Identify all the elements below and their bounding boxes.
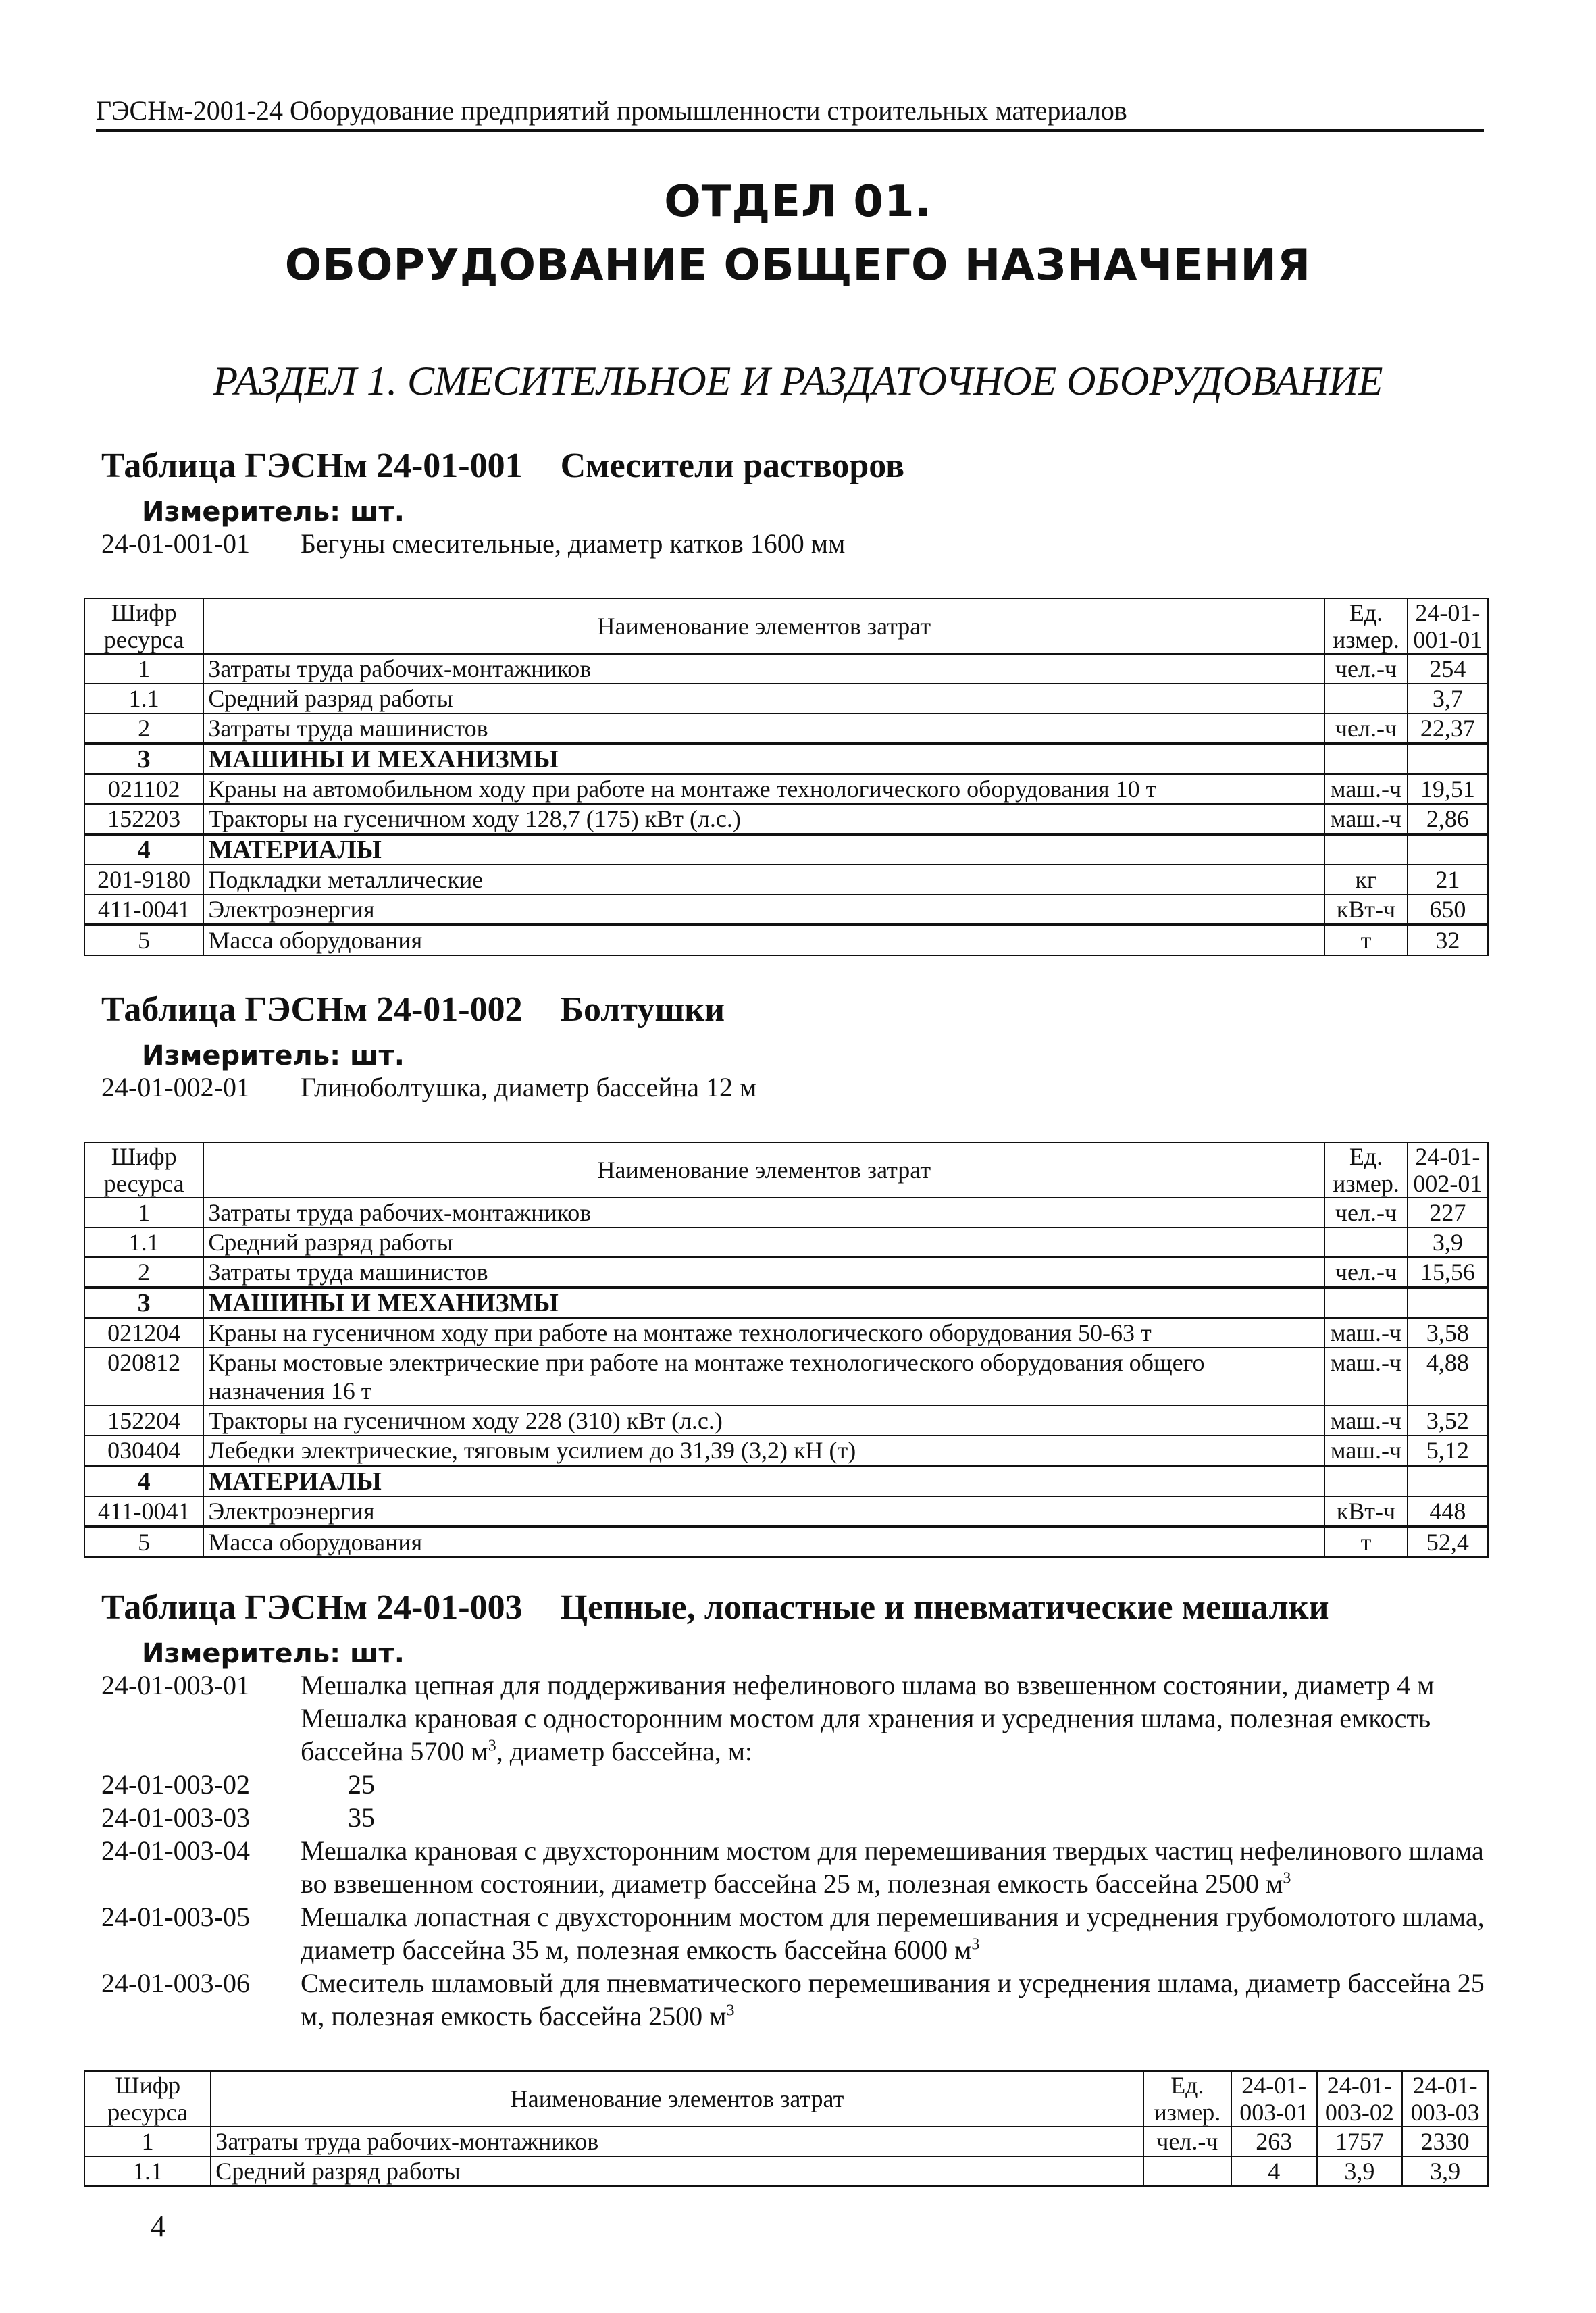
cell-code: 2: [84, 713, 203, 744]
section-title: РАЗДЕЛ 1. СМЕСИТЕЛЬНОЕ И РАЗДАТОЧНОЕ ОБОРУДОВАНИЕ: [213, 359, 1383, 403]
cell-name: Средний разряд работы: [203, 1227, 1324, 1257]
position-text: Мешалка крановая с односторонним мостом для хранения и усреднения шлама, полезная емкость бассейна 5700 м: [301, 1703, 1431, 1766]
cell-value: 448: [1408, 1496, 1488, 1527]
cell-unit: чел.-ч: [1324, 1198, 1407, 1227]
department-number: ОТДЕЛ 01.: [664, 177, 932, 227]
table-row: [84, 1527, 1488, 1557]
header-name: Наименование элементов затрат: [203, 1142, 1324, 1198]
cell-unit: [1324, 1227, 1407, 1257]
header-column: [1231, 2071, 1317, 2127]
cost-table: [84, 2070, 1489, 2187]
table-row: [84, 1435, 1488, 1466]
header-unit: [1143, 2071, 1231, 2127]
cell-unit: чел.-ч: [1324, 1257, 1407, 1288]
position-entry: [101, 527, 1493, 560]
superscript: 3: [488, 1737, 496, 1755]
cell-unit: маш.-ч: [1324, 774, 1407, 804]
cell-value: 1757: [1317, 2127, 1403, 2156]
header-unit-line1: Ед.: [1349, 599, 1383, 626]
cell-unit: кВт-ч: [1324, 1496, 1407, 1527]
cell-value: 3,9: [1317, 2156, 1403, 2186]
cell-unit: [1143, 2156, 1231, 2186]
header-name: Наименование элементов затрат: [211, 2071, 1143, 2127]
table-row: [84, 865, 1488, 894]
table-group-row: [84, 834, 1488, 865]
position-code: 24-01-003-01: [101, 1670, 250, 1700]
superscript: 3: [1283, 1869, 1291, 1887]
table-row: [84, 1227, 1488, 1257]
header-column: [1408, 1142, 1488, 1198]
position-description: [301, 1071, 1493, 1104]
header-unit-line2: измер.: [1333, 1170, 1399, 1197]
position-code: 24-01-003-03: [101, 1802, 250, 1833]
cell-unit: т: [1324, 1527, 1407, 1557]
cell-unit: маш.-ч: [1324, 1348, 1407, 1406]
position-description: [301, 527, 1493, 560]
cell-code: 021102: [84, 774, 203, 804]
cell-unit: чел.-ч: [1324, 654, 1407, 684]
position-description: [301, 1669, 1493, 1702]
cell-value: 2,86: [1408, 804, 1488, 834]
table-row: [84, 1406, 1488, 1435]
cell-unit: кг: [1324, 865, 1407, 894]
header-column-line1: 24-01-: [1241, 2072, 1307, 2099]
table-row: [84, 894, 1488, 925]
cell-name: Затраты труда машинистов: [203, 1257, 1324, 1288]
cell-code: 020812: [84, 1348, 203, 1406]
table-title: [101, 990, 725, 1030]
position-text-tail: , диаметр бассейна, м:: [496, 1736, 753, 1766]
cell-code: 4: [84, 834, 203, 865]
header-column-line1: 24-01-: [1327, 2072, 1392, 2099]
table-group-row: [84, 1466, 1488, 1496]
header-column-line2: 003-03: [1410, 2099, 1480, 2126]
header-code-line2: ресурса: [107, 2099, 188, 2126]
cell-value: 227: [1408, 1198, 1488, 1227]
table-row: [84, 1348, 1488, 1406]
cell-name: Масса оборудования: [203, 925, 1324, 955]
cell-unit: чел.-ч: [1324, 713, 1407, 744]
cell-code: 1.1: [84, 1227, 203, 1257]
position-description: [348, 1801, 1493, 1834]
table-measure: Измеритель: шт.: [142, 1638, 405, 1669]
table-measure: Измеритель: шт.: [142, 1040, 405, 1071]
cell-code: 411-0041: [84, 894, 203, 925]
header-column-line1: 24-01-: [1415, 599, 1481, 626]
header-unit-line1: Ед.: [1349, 1143, 1383, 1170]
position-text: Глиноболтушка, диаметр бассейна 12 м: [301, 1072, 757, 1102]
position-code: 24-01-003-05: [101, 1902, 250, 1932]
table-row: [84, 2127, 1488, 2156]
running-header: ГЭСНм-2001-24 Оборудование предприятий промышленности строительных материалов: [96, 95, 1484, 132]
cell-name: Краны на гусеничном ходу при работе на монтаже технологического оборудования 50-63 т: [203, 1318, 1324, 1348]
cell-code: 5: [84, 1527, 203, 1557]
header-name: Наименование элементов затрат: [203, 599, 1324, 654]
cell-value: 3,52: [1408, 1406, 1488, 1435]
cell-value: 2330: [1402, 2127, 1488, 2156]
position-text: Смеситель шламовый для пневматического перемешивания и усреднения шлама, диаметр бассейна 25 м, полезная емкость бассейна 2500 м: [301, 1968, 1485, 2031]
header-code: [84, 1142, 203, 1198]
position-entry: [101, 1801, 1493, 1834]
cell-code: 5: [84, 925, 203, 955]
cell-value: 32: [1408, 925, 1488, 955]
cell-unit: кВт-ч: [1324, 894, 1407, 925]
cell-value: 254: [1408, 654, 1488, 684]
cell-code: 1.1: [84, 2156, 211, 2186]
position-entry: [101, 1669, 1493, 1702]
cell-name: Затраты труда рабочих-монтажников: [203, 1198, 1324, 1227]
cell-name: Подкладки металлические: [203, 865, 1324, 894]
cell-name: Тракторы на гусеничном ходу 128,7 (175) кВт (л.с.): [203, 804, 1324, 834]
position-text: Мешалка лопастная с двухсторонним мостом для перемешивания и усреднения грубомолотого шлама, диаметр бассейна 35 м, полезная емкость бассейна 6000 м: [301, 1902, 1485, 1965]
cell-unit: чел.-ч: [1143, 2127, 1231, 2156]
position-code: 24-01-002-01: [101, 1072, 250, 1102]
position-text: 35: [348, 1802, 375, 1833]
table-header-row: [84, 599, 1488, 654]
cell-value: 52,4: [1408, 1527, 1488, 1557]
position-description: [301, 1702, 1493, 1768]
cell-unit: [1324, 834, 1407, 865]
table-name: Цепные, лопастные и пневматические мешалки: [560, 1588, 1329, 1627]
cell-code: 411-0041: [84, 1496, 203, 1527]
cell-value: 650: [1408, 894, 1488, 925]
table-label: Таблица ГЭСНм 24-01-002: [101, 990, 523, 1029]
table-measure: Измеритель: шт.: [142, 497, 405, 528]
header-column: [1317, 2071, 1403, 2127]
header-code-line1: Шифр: [111, 599, 177, 626]
cell-unit: [1324, 1288, 1407, 1318]
header-unit-line1: Ед.: [1170, 2072, 1204, 2099]
cell-name: Затраты труда рабочих-монтажников: [211, 2127, 1143, 2156]
position-code: 24-01-001-01: [101, 528, 250, 559]
cost-table: [84, 598, 1489, 956]
cell-unit: [1324, 1466, 1407, 1496]
cell-code: 4: [84, 1466, 203, 1496]
cell-value: [1408, 1288, 1488, 1318]
header-unit: [1324, 599, 1407, 654]
header-unit: [1324, 1142, 1407, 1198]
cell-code: 3: [84, 1288, 203, 1318]
table-row: [84, 925, 1488, 955]
header-column-line2: 003-01: [1239, 2099, 1309, 2126]
cell-name: МАТЕРИАЛЫ: [203, 834, 1324, 865]
table-header-row: [84, 1142, 1488, 1198]
cell-code: 1: [84, 2127, 211, 2156]
cell-name: Затраты труда машинистов: [203, 713, 1324, 744]
cell-code: 1: [84, 1198, 203, 1227]
header-column-line2: 002-01: [1413, 1170, 1483, 1197]
position-entry: [101, 1768, 1493, 1801]
cell-name: МАШИНЫ И МЕХАНИЗМЫ: [203, 1288, 1324, 1318]
table-row: [84, 2156, 1488, 2186]
header-code: [84, 599, 203, 654]
header-code: [84, 2071, 211, 2127]
position-text: Мешалка крановая с двухсторонним мостом для перемешивания твердых частиц нефелинового шлама во взвешенном состоянии, диаметр бассейна 25 м, полезная емкость бассейна 2500 м: [301, 1835, 1484, 1899]
table-row: [84, 654, 1488, 684]
position-code: 24-01-003-02: [101, 1769, 250, 1800]
cell-name: Средний разряд работы: [211, 2156, 1143, 2186]
cell-code: 021204: [84, 1318, 203, 1348]
position-entry: [101, 1071, 1493, 1104]
table-group-row: [84, 1288, 1488, 1318]
cell-name: Краны на автомобильном ходу при работе на монтаже технологического оборудования 10 т: [203, 774, 1324, 804]
table-row: [84, 1257, 1488, 1288]
position-entry: [101, 1702, 1493, 1768]
cell-code: 1: [84, 654, 203, 684]
cell-value: [1408, 744, 1488, 774]
cost-table: [84, 1142, 1489, 1558]
cell-value: 3,9: [1408, 1227, 1488, 1257]
position-text: Мешалка цепная для поддерживания нефелинового шлама во взвешенном состоянии, диаметр 4 м: [301, 1670, 1435, 1700]
cell-unit: [1324, 744, 1407, 774]
cell-code: 152204: [84, 1406, 203, 1435]
cell-value: 21: [1408, 865, 1488, 894]
cell-value: 3,7: [1408, 684, 1488, 713]
position-text: Бегуны смесительные, диаметр катков 1600 мм: [301, 528, 846, 559]
header-unit-line2: измер.: [1333, 626, 1399, 653]
cell-unit: маш.-ч: [1324, 804, 1407, 834]
page-number: 4: [151, 2210, 165, 2243]
cell-value: 263: [1231, 2127, 1317, 2156]
position-description: [301, 1900, 1493, 1966]
cell-value: 4,88: [1408, 1348, 1488, 1406]
cell-value: 5,12: [1408, 1435, 1488, 1466]
department-title: ОБОРУДОВАНИЕ ОБЩЕГО НАЗНАЧЕНИЯ: [284, 240, 1312, 290]
cell-name: Тракторы на гусеничном ходу 228 (310) кВт (л.с.): [203, 1406, 1324, 1435]
table-row: [84, 684, 1488, 713]
cell-name: Затраты труда рабочих-монтажников: [203, 654, 1324, 684]
cell-value: 3,9: [1402, 2156, 1488, 2186]
table-group-row: [84, 744, 1488, 774]
cell-name: МАТЕРИАЛЫ: [203, 1466, 1324, 1496]
cell-name: МАШИНЫ И МЕХАНИЗМЫ: [203, 744, 1324, 774]
header-unit-line2: измер.: [1154, 2099, 1221, 2126]
table-row: [84, 1318, 1488, 1348]
table-title: [101, 1587, 1329, 1627]
position-description: [301, 1834, 1493, 1900]
cell-value: 19,51: [1408, 774, 1488, 804]
position-text: 25: [348, 1769, 375, 1800]
cell-value: 15,56: [1408, 1257, 1488, 1288]
position-description: [301, 1966, 1493, 2033]
position-entry: [101, 1834, 1493, 1900]
header-column: [1408, 599, 1488, 654]
cell-name: Краны мостовые электрические при работе на монтаже технологического оборудования общего назначения 16 т: [203, 1348, 1324, 1406]
header-column-line1: 24-01-: [1412, 2072, 1478, 2099]
cell-value: [1408, 834, 1488, 865]
table-row: [84, 774, 1488, 804]
cell-unit: маш.-ч: [1324, 1406, 1407, 1435]
position-description: [348, 1768, 1493, 1801]
table-header-row: [84, 2071, 1488, 2127]
header-code-line2: ресурса: [103, 626, 184, 653]
cell-name: Электроэнергия: [203, 894, 1324, 925]
header-code-line2: ресурса: [103, 1170, 184, 1197]
position-entry: [101, 1900, 1493, 1966]
table-row: [84, 713, 1488, 744]
cell-name: Средний разряд работы: [203, 684, 1324, 713]
cell-unit: маш.-ч: [1324, 1318, 1407, 1348]
table-row: [84, 804, 1488, 834]
table-label: Таблица ГЭСНм 24-01-003: [101, 1588, 523, 1627]
superscript: 3: [971, 1935, 980, 1954]
cell-code: 1.1: [84, 684, 203, 713]
cell-code: 201-9180: [84, 865, 203, 894]
header-column: [1402, 2071, 1488, 2127]
table-label: Таблица ГЭСНм 24-01-001: [101, 447, 523, 485]
position-entry: [101, 1966, 1493, 2033]
cell-name: Масса оборудования: [203, 1527, 1324, 1557]
position-code: 24-01-003-06: [101, 1968, 250, 1998]
cell-value: 4: [1231, 2156, 1317, 2186]
cell-code: 030404: [84, 1435, 203, 1466]
header-column-line2: 001-01: [1413, 626, 1483, 653]
cell-code: 2: [84, 1257, 203, 1288]
superscript: 3: [726, 2002, 735, 2020]
header-column-line1: 24-01-: [1415, 1143, 1481, 1170]
header-column-line2: 003-02: [1324, 2099, 1394, 2126]
cell-name: Лебедки электрические, тяговым усилием до 31,39 (3,2) кН (т): [203, 1435, 1324, 1466]
cell-code: 3: [84, 744, 203, 774]
position-code: 24-01-003-04: [101, 1835, 250, 1866]
table-title: [101, 446, 904, 486]
table-row: [84, 1198, 1488, 1227]
header-code-line1: Шифр: [111, 1143, 177, 1170]
cell-unit: т: [1324, 925, 1407, 955]
cell-value: 3,58: [1408, 1318, 1488, 1348]
table-row: [84, 1496, 1488, 1527]
header-code-line1: Шифр: [115, 2072, 181, 2099]
cell-value: 22,37: [1408, 713, 1488, 744]
table-name: Болтушки: [560, 990, 725, 1029]
cell-name: Электроэнергия: [203, 1496, 1324, 1527]
cell-unit: [1324, 684, 1407, 713]
cell-value: [1408, 1466, 1488, 1496]
table-name: Смесители растворов: [560, 447, 905, 485]
cell-unit: маш.-ч: [1324, 1435, 1407, 1466]
cell-code: 152203: [84, 804, 203, 834]
